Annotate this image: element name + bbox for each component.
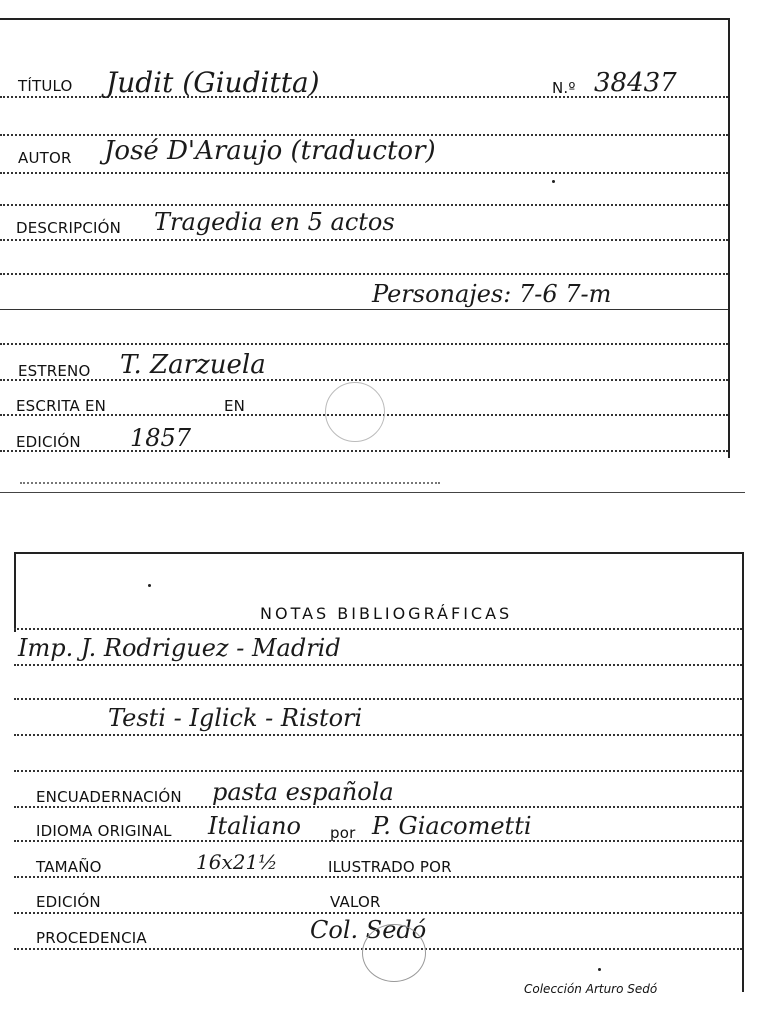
card-right-border: [728, 18, 730, 458]
tamano-label: TAMAÑO: [36, 858, 102, 876]
descripcion-label: DESCRIPCIÓN: [16, 219, 122, 237]
autor-label: AUTOR: [18, 149, 72, 167]
row-line: [0, 450, 728, 452]
row-line: [14, 770, 742, 772]
idioma-original-label: IDIOMA ORIGINAL: [36, 822, 172, 840]
coleccion-footer: Colección Arturo Sedó: [524, 982, 658, 996]
card-right-border: [742, 552, 744, 992]
encuadernacion-label: ENCUADERNACIÓN: [36, 788, 182, 806]
edicion-value: 1857: [130, 424, 192, 452]
numero-value: 38437: [594, 68, 677, 98]
estreno-value: T. Zarzuela: [120, 350, 266, 380]
row-line: [0, 309, 728, 310]
row-line: [0, 273, 728, 275]
valor-label: VALOR: [330, 893, 381, 911]
card-top-border: [0, 18, 730, 20]
row-line: [14, 664, 742, 666]
row-line: [14, 912, 742, 914]
ink-speck: [148, 584, 151, 587]
idioma-por-label: por: [330, 824, 356, 842]
row-line: [0, 343, 728, 345]
procedencia-label: PROCEDENCIA: [36, 929, 147, 947]
nota-reparto: Testi - Iglick - Ristori: [108, 704, 363, 732]
descripcion-value: Tragedia en 5 actos: [154, 208, 395, 236]
tamano-value: 16x21½: [196, 850, 278, 874]
ilustrado-por-label: ILUSTRADO POR: [328, 858, 452, 876]
catalog-card-bottom: [0, 548, 759, 1018]
nota-imprenta: Imp. J. Rodriguez - Madrid: [18, 634, 341, 662]
row-line: [14, 876, 742, 878]
row-line: [14, 806, 742, 808]
card-left-border: [14, 552, 16, 632]
row-line: [14, 734, 742, 736]
card-bottom-edge: [0, 492, 745, 493]
row-line: [20, 482, 440, 484]
edicion-label: EDICIÓN: [16, 433, 81, 451]
card-hole-mark: [325, 382, 385, 442]
row-line: [0, 172, 728, 174]
row-line: [0, 204, 728, 206]
catalog-card-top: [0, 0, 759, 495]
ink-speck: [598, 968, 601, 971]
row-line: [14, 628, 742, 630]
row-line: [0, 379, 728, 381]
personajes-value: Personajes: 7-6 7-m: [372, 280, 612, 308]
autor-value: José D'Araujo (traductor): [104, 136, 436, 166]
encuadernacion-value: pasta española: [212, 778, 394, 806]
traductor-value: P. Giacometti: [372, 812, 532, 840]
escrita-en-label: ESCRITA EN: [16, 397, 107, 415]
notas-heading: NOTAS BIBLIOGRÁFICAS: [260, 604, 513, 623]
edicion-label: EDICIÓN: [36, 893, 101, 911]
card-top-border: [14, 552, 744, 554]
idioma-original-value: Italiano: [208, 812, 301, 840]
numero-label: N.º: [552, 79, 576, 97]
row-line: [14, 698, 742, 700]
row-line: [14, 840, 742, 842]
titulo-label: TÍTULO: [18, 77, 73, 95]
estreno-label: ESTRENO: [18, 362, 91, 380]
row-line: [0, 239, 728, 241]
ink-speck: [552, 180, 555, 183]
escrita-en-lugar-label: EN: [224, 397, 246, 415]
card-hole-mark: [362, 924, 426, 982]
titulo-value: Judit (Giuditta): [106, 66, 320, 99]
procedencia-value: Col. Sedó: [310, 916, 427, 944]
